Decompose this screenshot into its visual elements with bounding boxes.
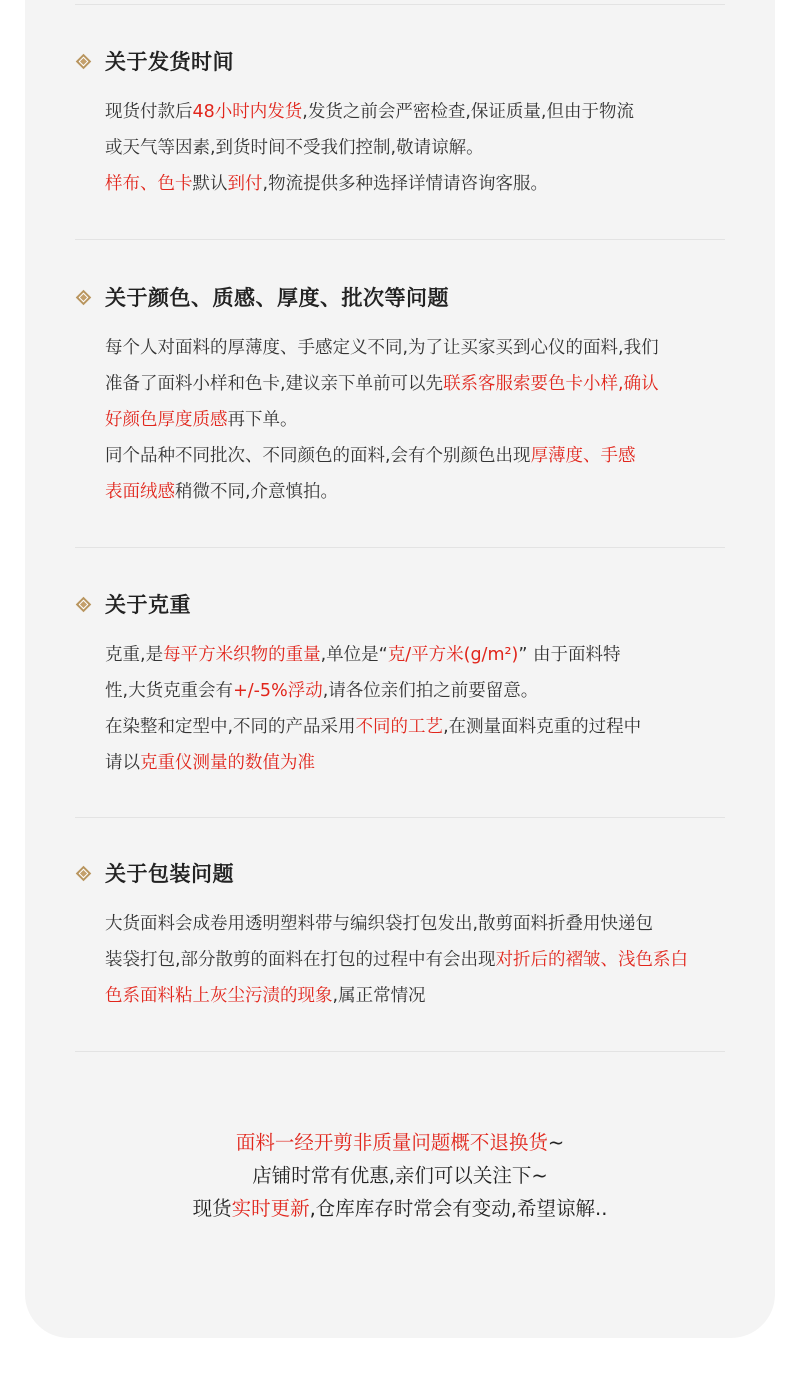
highlight-text: 好颜色厚度质感 (105, 410, 228, 430)
diamond-bullet-icon (76, 865, 92, 881)
text-line (105, 330, 730, 366)
highlight-text: 到付 (227, 174, 263, 194)
body-text: 再下单。 (227, 410, 298, 430)
text-line (105, 366, 730, 402)
highlight-text: 克重仪测量的数值为准 (140, 753, 315, 773)
highlight-text: 每平方米织物的重量 (163, 645, 321, 665)
body-text: 每个人对面料的厚薄度、手感定义不同,为了让买家买到心仪的面料,我们 (105, 338, 659, 358)
text-line (105, 637, 730, 673)
section-body (105, 637, 730, 781)
body-text: 现货 (192, 1197, 232, 1220)
text-line (105, 745, 730, 781)
body-text: ,请各位亲们拍之前要留意。 (322, 681, 539, 701)
highlight-text: 48小时内发货 (192, 102, 303, 122)
highlight-text: 色系面料粘上灰尘污渍的现象 (105, 986, 333, 1006)
text-line (105, 709, 730, 745)
divider (75, 1051, 725, 1052)
text-line (105, 402, 730, 438)
section-title: 关于包装问题 (105, 862, 234, 886)
body-text: ,属正常情况 (332, 986, 426, 1006)
highlight-text: 表面绒感 (105, 482, 175, 502)
text-line (105, 94, 730, 130)
divider (75, 4, 725, 5)
section-title: 关于克重 (105, 593, 191, 617)
body-text: ,物流提供多种选择详情请咨询客服。 (262, 174, 549, 194)
section-heading (75, 282, 449, 312)
body-text: 在染整和定型中,不同的产品采用 (105, 717, 356, 737)
section-heading (75, 858, 234, 888)
highlight-text: 联系客服索要色卡小样,确认 (443, 374, 659, 394)
body-text: 性,大货克重会有 (105, 681, 234, 701)
section-heading (75, 589, 191, 619)
body-text: ,单位是“ (320, 645, 388, 665)
text-line (105, 942, 730, 978)
section-body (105, 94, 730, 202)
text-line (105, 166, 730, 202)
highlight-text: 样布、色卡 (105, 174, 193, 194)
text-line (105, 438, 730, 474)
section-body (105, 330, 730, 510)
text-line (105, 474, 730, 510)
highlight-text: +/-5%浮动 (233, 681, 323, 701)
body-text: ~ (547, 1131, 565, 1154)
highlight-text: 对折后的褶皱、浅色系白 (495, 950, 689, 970)
footer-line (25, 1126, 775, 1159)
body-text: 装袋打包,部分散剪的面料在打包的过程中有会出现 (105, 950, 496, 970)
body-text: ,在测量面料克重的过程中 (443, 717, 642, 737)
divider (75, 547, 725, 548)
diamond-bullet-icon (76, 596, 92, 612)
footer-notice (25, 1126, 775, 1225)
body-text: 大货面料会成卷用透明塑料带与编织袋打包发出,散剪面料折叠用快递包 (105, 914, 654, 934)
highlight-text: 克/平方米(g/m²) (387, 645, 519, 665)
body-text: 默认 (192, 174, 228, 194)
highlight-text: 实时更新 (231, 1197, 310, 1220)
body-text: ,仓库库存时常会有变动,希望谅解.. (309, 1197, 608, 1220)
footer-line (25, 1192, 775, 1225)
footer-line (25, 1159, 775, 1192)
text-line (105, 978, 730, 1014)
section-title: 关于发货时间 (105, 50, 234, 74)
body-text: 现货付款后 (105, 102, 193, 122)
highlight-text: 厚薄度、手感 (530, 446, 636, 466)
body-text: ,发货之前会严密检查,保证质量,但由于物流 (302, 102, 634, 122)
body-text: 准备了面料小样和色卡,建议亲下单前可以先 (105, 374, 444, 394)
body-text: ” 由于面料特 (518, 645, 621, 665)
highlight-text: 不同的工艺 (355, 717, 444, 737)
section-heading (75, 46, 234, 76)
body-text: 克重,是 (105, 645, 164, 665)
diamond-bullet-icon (76, 289, 92, 305)
divider (75, 817, 725, 818)
section-title: 关于颜色、质感、厚度、批次等问题 (105, 286, 449, 310)
section-body (105, 906, 730, 1014)
text-line (105, 673, 730, 709)
divider (75, 239, 725, 240)
text-line (105, 906, 730, 942)
diamond-bullet-icon (76, 53, 92, 69)
text-line (105, 130, 730, 166)
body-text: 请以 (105, 753, 140, 773)
body-text: 同个品种不同批次、不同颜色的面料,会有个别颜色出现 (105, 446, 531, 466)
body-text: 或天气等因素,到货时间不受我们控制,敬请谅解。 (105, 138, 484, 158)
body-text: 稍微不同,介意慎拍。 (175, 482, 339, 502)
highlight-text: 面料一经开剪非质量问题概不退换货 (235, 1131, 548, 1154)
body-text: 店铺时常有优惠,亲们可以关注下~ (252, 1164, 548, 1187)
